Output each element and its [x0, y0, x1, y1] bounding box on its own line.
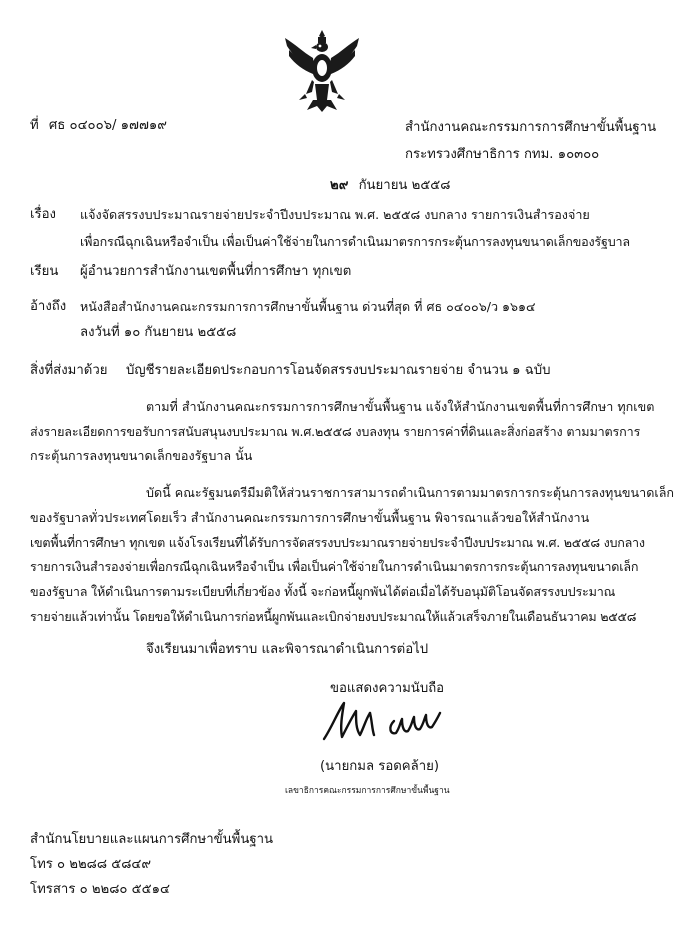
paragraph-line: เขตพื้นที่การศึกษา ทุกเขต แจ้งโรงเรียนที่ได้รับการจัดสรรงบประมาณรายจ่ายประจำปีงบประมาณ พ.ศ. ๒๕๕๘ งบกลาง [30, 535, 645, 550]
subject-line-2: เพื่อกรณีฉุกเฉินหรือจำเป็น เพื่อเป็นค่าใช้จ่ายในการดำเนินมาตรการกระตุ้นการลงทุนขนาดเล็กของรัฐบาล [80, 234, 630, 249]
paragraph-line: กระตุ้นการลงทุนขนาดเล็กของรัฐบาล นั้น [30, 448, 253, 463]
date-month-year: กันยายน ๒๕๕๘ [358, 178, 451, 193]
date-day: ๒๙ [330, 178, 349, 193]
issuer-line-2: กระทรวงศึกษาธิการ กทม. ๑๐๓๐๐ [405, 147, 600, 162]
subject-label: เรื่อง [30, 207, 56, 222]
footer-fax: โทรสาร ๐ ๒๒๘๐ ๕๕๑๔ [30, 882, 170, 897]
paragraph-line: รายการเงินสำรองจ่ายเพื่อกรณีฉุกเฉินหรือจำเป็น เพื่อเป็นค่าใช้จ่ายในการดำเนินมาตรการกระตุ้นการลงทุนขนาดเล็ก [30, 559, 639, 574]
issuer-line-1: สำนักงานคณะกรรมการการศึกษาขั้นพื้นฐาน [405, 120, 657, 135]
to-label: เรียน [30, 264, 59, 279]
subject-line-1: แจ้งจัดสรรงบประมาณรายจ่ายประจำปีงบประมาณ พ.ศ. ๒๕๕๘ งบกลาง รายการเงินสำรองจ่าย [80, 207, 590, 222]
ref-label: ที่ [30, 118, 39, 133]
recipient: ผู้อำนวยการสำนักงานเขตพื้นที่การศึกษา ทุกเขต [80, 264, 352, 279]
reference-label: อ้างถึง [30, 299, 67, 314]
regards: ขอแสดงความนับถือ [330, 681, 445, 696]
document-date [330, 177, 450, 195]
footer-telephone: โทร ๐ ๒๒๘๘ ๕๘๔๙ [30, 857, 152, 872]
paragraph-line: บัดนี้ คณะรัฐมนตรีมีมติให้ส่วนราชการสามารถดำเนินการตามมาตรการกระตุ้นการลงทุนขนาดเล็ก [146, 485, 675, 500]
signer-name: (นายกมล รอดคล้าย) [320, 759, 439, 774]
signer-title: เลขาธิการคณะกรรมการการศึกษาขั้นพื้นฐาน [285, 786, 450, 796]
ref-number: ศธ ๐๔๐๐๖/ ๑๗๗๑๙ [48, 118, 167, 133]
closing-line: จึงเรียนมาเพื่อทราบ และพิจารณาดำเนินการต่อไป [146, 642, 429, 657]
paragraph-line: ตามที่ สำนักงานคณะกรรมการการศึกษาขั้นพื้นฐาน แจ้งให้สำนักงานเขตพื้นที่การศึกษา ทุกเขต [146, 399, 655, 414]
paragraph-line: ของรัฐบาลทั่วประเทศโดยเร็ว สำนักงานคณะกรรมการการศึกษาขั้นพื้นฐาน พิจารณาแล้วขอให้สำนักงาน [30, 510, 590, 525]
reference-line-2: ลงวันที่ ๑๐ กันยายน ๒๕๕๘ [80, 325, 237, 340]
reference-line-1: หนังสือสำนักงานคณะกรรมการการศึกษาขั้นพื้นฐาน ด่วนที่สุด ที่ ศธ ๐๔๐๐๖/ว ๑๖๑๔ [80, 299, 536, 314]
paragraph-line: ส่งรายละเอียดการขอรับการสนับสนุนงบประมาณ พ.ศ.๒๕๕๘ งบลงทุน รายการค่าที่ดินและสิ่งก่อสร้าง ตามมาตรการ [30, 424, 641, 439]
paragraph-line: รายจ่ายแล้วเท่านั้น โดยขอให้ดำเนินการก่อหนี้ผูกพันและเบิกจ่ายงบประมาณให้แล้วเสร็จภายในเดือนธันวาคม ๒๕๕๘ [30, 609, 637, 624]
footer-office: สำนักนโยบายและแผนการศึกษาขั้นพื้นฐาน [30, 832, 274, 847]
enclosure-text: บัญชีรายละเอียดประกอบการโอนจัดสรรงบประมาณรายจ่าย จำนวน ๑ ฉบับ [126, 363, 551, 378]
document-ref [30, 117, 167, 135]
paragraph-line: ของรัฐบาล ให้ดำเนินการตามระเบียบที่เกี่ยวข้อง ทั้งนี้ จะก่อหนี้ผูกพันได้ต่อเมื่อได้รับอนุมัติโอนจัดสรรงบประมาณ [30, 584, 616, 599]
enclosure-label: สิ่งที่ส่งมาด้วย [30, 363, 108, 378]
garuda-emblem-icon [283, 28, 361, 112]
handwritten-signature [318, 697, 448, 747]
